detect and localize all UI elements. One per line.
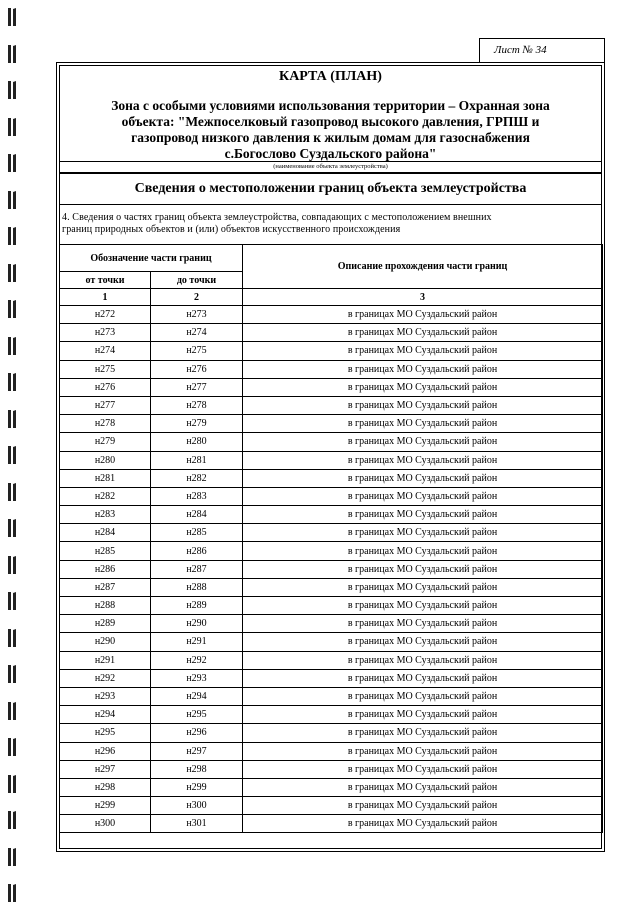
cell-from-point: н272 xyxy=(60,306,151,324)
binding-mark-icon xyxy=(5,444,21,466)
binding-mark-icon xyxy=(5,517,21,539)
cell-to-point: н293 xyxy=(151,669,243,687)
cell-from-point: н296 xyxy=(60,742,151,760)
table-row xyxy=(60,542,603,560)
table-row xyxy=(60,797,603,815)
cell-to-point: н279 xyxy=(151,415,243,433)
cell-description: в границах МО Суздальский район xyxy=(243,706,603,724)
cell-from-point: н284 xyxy=(60,524,151,542)
object-name-line: газопровод низкого давления к жилым домам для газоснабжения xyxy=(131,130,530,145)
table-row xyxy=(60,815,603,833)
binding-mark-icon xyxy=(5,43,21,65)
binding-mark-icon xyxy=(5,627,21,649)
cell-description: в границах МО Суздальский район xyxy=(243,524,603,542)
binding-mark-icon xyxy=(5,225,21,247)
table-row xyxy=(60,324,603,342)
cell-description: в границах МО Суздальский район xyxy=(243,778,603,796)
binding-mark-icon xyxy=(5,6,21,28)
table-row xyxy=(60,687,603,705)
cell-from-point: н294 xyxy=(60,706,151,724)
column-number: 1 xyxy=(60,289,151,306)
table-row xyxy=(60,360,603,378)
table-row xyxy=(60,524,603,542)
cell-to-point: н281 xyxy=(151,451,243,469)
object-caption: (наименование объекта землеустройства) xyxy=(59,161,602,173)
cell-from-point: н276 xyxy=(60,378,151,396)
table-row xyxy=(60,651,603,669)
cell-to-point: н283 xyxy=(151,487,243,505)
cell-from-point: н280 xyxy=(60,451,151,469)
cell-from-point: н278 xyxy=(60,415,151,433)
sheet-number: Лист № 34 xyxy=(479,38,605,62)
binding-mark-icon xyxy=(5,700,21,722)
cell-from-point: н300 xyxy=(60,815,151,833)
table-row xyxy=(60,415,603,433)
cell-from-point: н291 xyxy=(60,651,151,669)
cell-from-point: н286 xyxy=(60,560,151,578)
cell-to-point: н285 xyxy=(151,524,243,542)
object-name-line: объекта: "Межпоселковый газопровод высокого давления, ГРПШ и xyxy=(121,114,540,129)
note-line: границ природных объектов и (или) объектов искусственного происхождения xyxy=(62,224,401,235)
cell-from-point: н277 xyxy=(60,396,151,414)
table-row xyxy=(60,760,603,778)
cell-to-point: н292 xyxy=(151,651,243,669)
cell-description: в границах МО Суздальский район xyxy=(243,324,603,342)
header-to-point: до точки xyxy=(151,272,243,289)
cell-to-point: н282 xyxy=(151,469,243,487)
section-title: Сведения о местоположении границ объекта землеустройства xyxy=(59,173,602,205)
binding-mark-icon xyxy=(5,773,21,795)
note-line: 4. Сведения о частях границ объекта землеустройства, совпадающих с местоположением внешних xyxy=(62,212,492,223)
cell-from-point: н275 xyxy=(60,360,151,378)
cell-to-point: н298 xyxy=(151,760,243,778)
table-row xyxy=(60,578,603,596)
cell-from-point: н297 xyxy=(60,760,151,778)
cell-from-point: н290 xyxy=(60,633,151,651)
cell-to-point: н294 xyxy=(151,687,243,705)
cell-to-point: н290 xyxy=(151,615,243,633)
binding-mark-icon xyxy=(5,481,21,503)
table-row xyxy=(60,306,603,324)
cell-from-point: н274 xyxy=(60,342,151,360)
cell-from-point: н273 xyxy=(60,324,151,342)
table-row xyxy=(60,378,603,396)
cell-description: в границах МО Суздальский район xyxy=(243,633,603,651)
cell-to-point: н286 xyxy=(151,542,243,560)
object-name xyxy=(59,98,602,162)
cell-from-point: н285 xyxy=(60,542,151,560)
cell-to-point: н295 xyxy=(151,706,243,724)
cell-from-point: н282 xyxy=(60,487,151,505)
binding-mark-icon xyxy=(5,116,21,138)
binding-mark-icon xyxy=(5,882,21,904)
table-row xyxy=(60,724,603,742)
column-number: 3 xyxy=(243,289,603,306)
binding-mark-icon xyxy=(5,335,21,357)
cell-to-point: н296 xyxy=(151,724,243,742)
cell-from-point: н287 xyxy=(60,578,151,596)
cell-description: в границах МО Суздальский район xyxy=(243,578,603,596)
table-row xyxy=(60,469,603,487)
binding-mark-icon xyxy=(5,408,21,430)
binding-mark-icon xyxy=(5,809,21,831)
cell-description: в границах МО Суздальский район xyxy=(243,306,603,324)
section-note xyxy=(62,212,599,236)
cell-description: в границах МО Суздальский район xyxy=(243,433,603,451)
binding-mark-icon xyxy=(5,663,21,685)
table-row xyxy=(60,560,603,578)
cell-from-point: н295 xyxy=(60,724,151,742)
table-row xyxy=(60,342,603,360)
table-row xyxy=(60,669,603,687)
cell-to-point: н297 xyxy=(151,742,243,760)
cell-from-point: н292 xyxy=(60,669,151,687)
cell-description: в границах МО Суздальский район xyxy=(243,469,603,487)
cell-description: в границах МО Суздальский район xyxy=(243,651,603,669)
cell-to-point: н276 xyxy=(151,360,243,378)
cell-description: в границах МО Суздальский район xyxy=(243,360,603,378)
cell-to-point: н277 xyxy=(151,378,243,396)
cell-to-point: н289 xyxy=(151,597,243,615)
cell-description: в границах МО Суздальский район xyxy=(243,342,603,360)
cell-description: в границах МО Суздальский район xyxy=(243,487,603,505)
table-row xyxy=(60,742,603,760)
cell-description: в границах МО Суздальский район xyxy=(243,560,603,578)
cell-description: в границах МО Суздальский район xyxy=(243,615,603,633)
binding-mark-icon xyxy=(5,554,21,576)
cell-description: в границах МО Суздальский район xyxy=(243,724,603,742)
cell-description: в границах МО Суздальский район xyxy=(243,506,603,524)
cell-to-point: н301 xyxy=(151,815,243,833)
header-from-point: от точки xyxy=(60,272,151,289)
cell-from-point: н281 xyxy=(60,469,151,487)
table-row xyxy=(60,633,603,651)
column-number: 2 xyxy=(151,289,243,306)
object-name-line: с.Богослово Суздальского района" xyxy=(224,146,437,161)
cell-from-point: н299 xyxy=(60,797,151,815)
cell-from-point: н288 xyxy=(60,597,151,615)
map-title: КАРТА (ПЛАН) xyxy=(279,69,382,84)
cell-description: в границах МО Суздальский район xyxy=(243,815,603,833)
binding-mark-icon xyxy=(5,152,21,174)
cell-from-point: н298 xyxy=(60,778,151,796)
cell-description: в границах МО Суздальский район xyxy=(243,797,603,815)
binding-mark-icon xyxy=(5,262,21,284)
cell-description: в границах МО Суздальский район xyxy=(243,597,603,615)
binding-mark-icon xyxy=(5,846,21,868)
table-row xyxy=(60,706,603,724)
table-row xyxy=(60,451,603,469)
cell-description: в границах МО Суздальский район xyxy=(243,378,603,396)
cell-to-point: н275 xyxy=(151,342,243,360)
cell-description: в границах МО Суздальский район xyxy=(243,669,603,687)
header-group: Обозначение части границ xyxy=(60,245,243,272)
table-row xyxy=(60,615,603,633)
cell-description: в границах МО Суздальский район xyxy=(243,742,603,760)
cell-from-point: н293 xyxy=(60,687,151,705)
binding-mark-icon xyxy=(5,590,21,612)
cell-description: в границах МО Суздальский район xyxy=(243,687,603,705)
binding-holes xyxy=(5,6,21,901)
cell-from-point: н279 xyxy=(60,433,151,451)
cell-description: в границах МО Суздальский район xyxy=(243,760,603,778)
cell-description: в границах МО Суздальский район xyxy=(243,396,603,414)
cell-description: в границах МО Суздальский район xyxy=(243,542,603,560)
binding-mark-icon xyxy=(5,298,21,320)
cell-to-point: н273 xyxy=(151,306,243,324)
cell-to-point: н278 xyxy=(151,396,243,414)
cell-to-point: н280 xyxy=(151,433,243,451)
table-row xyxy=(60,506,603,524)
cell-from-point: н283 xyxy=(60,506,151,524)
table-row xyxy=(60,487,603,505)
cell-description: в границах МО Суздальский район xyxy=(243,415,603,433)
table-row xyxy=(60,396,603,414)
header-description: Описание прохождения части границ xyxy=(243,245,603,289)
binding-mark-icon xyxy=(5,736,21,758)
title-block xyxy=(59,68,602,162)
cell-from-point: н289 xyxy=(60,615,151,633)
cell-to-point: н274 xyxy=(151,324,243,342)
binding-mark-icon xyxy=(5,189,21,211)
binding-mark-icon xyxy=(5,79,21,101)
cell-to-point: н284 xyxy=(151,506,243,524)
table-row xyxy=(60,597,603,615)
cell-to-point: н288 xyxy=(151,578,243,596)
cell-to-point: н300 xyxy=(151,797,243,815)
table-row xyxy=(60,778,603,796)
table-row xyxy=(60,433,603,451)
cell-to-point: н299 xyxy=(151,778,243,796)
cell-description: в границах МО Суздальский район xyxy=(243,451,603,469)
boundary-parts-table xyxy=(59,244,603,833)
object-name-line: Зона с особыми условиями использования территории – Охранная зона xyxy=(111,98,550,113)
binding-mark-icon xyxy=(5,371,21,393)
cell-to-point: н287 xyxy=(151,560,243,578)
cell-to-point: н291 xyxy=(151,633,243,651)
